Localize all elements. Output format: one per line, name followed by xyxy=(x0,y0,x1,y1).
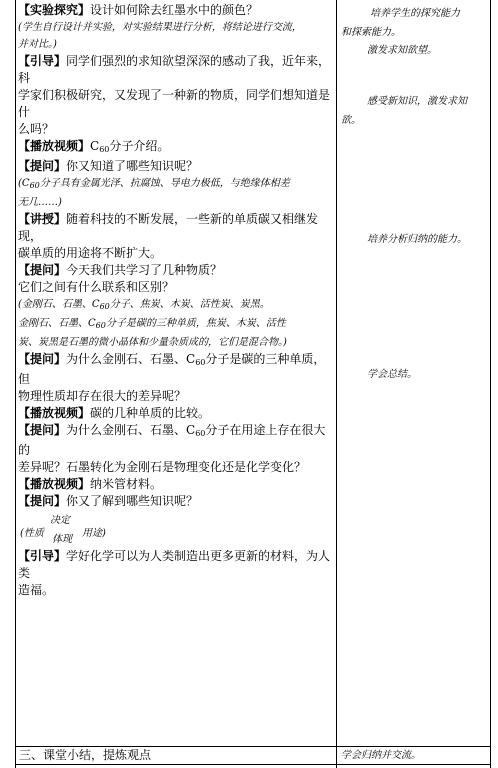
question-tag: 【提问】 xyxy=(18,352,67,366)
c60-symbol: C xyxy=(90,139,100,153)
video-text: 碳的几种单质的比较。 xyxy=(90,406,211,420)
question-tag: 【提问】 xyxy=(18,423,67,437)
question-continuation: 物理性质却存在很大的差异呢？ xyxy=(18,389,187,403)
guide-continuation-end: 么吗？ xyxy=(18,122,55,136)
question-text: 为什么金刚石、石墨、C xyxy=(66,352,196,366)
decide-label: 决定 xyxy=(50,515,70,526)
substances-note-2 xyxy=(18,315,336,334)
video-text: 纳米管材料。 xyxy=(90,477,163,491)
question-continuation: 差异呢？石墨转化为金刚石是物理变化还是化学变化？ xyxy=(18,460,307,474)
lecture-text: 随着科技的不断发展，一些新的单质碳又相继发现， xyxy=(18,212,319,243)
question-line-3 xyxy=(18,351,336,388)
c60-subscript: 60 xyxy=(99,145,110,154)
column-divider xyxy=(336,0,337,768)
c60-subscript: 60 xyxy=(195,429,206,438)
guide-text: 学好化学可以为人类制造出更多更新的材料，为人类 xyxy=(18,549,331,580)
goal-new-knowledge: 感受新知识，激发求知 xyxy=(367,96,467,107)
video-tag: 【播放视频】 xyxy=(18,139,91,153)
question-text-2: 分子是碳的三种单质，但 xyxy=(18,352,326,386)
right-border xyxy=(490,0,491,768)
c60-properties-note-end: 无几……) xyxy=(18,197,62,208)
lecture-continuation: 碳单质的用途将不断扩大。 xyxy=(18,246,163,260)
property-label: (性质 xyxy=(20,528,44,539)
question-tag: 【提问】 xyxy=(18,159,67,173)
note-text: 分子具有金属光泽、抗腐蚀、导电力极低，与绝缘体相差 xyxy=(39,178,290,189)
question-tag: 【提问】 xyxy=(18,494,67,508)
note-open: (C xyxy=(18,178,30,189)
c60-subscript: 60 xyxy=(99,302,110,311)
goal-explore-ability: 培养学生的探究能力 xyxy=(370,8,460,19)
video-tag: 【播放视频】 xyxy=(18,477,91,491)
video-line-nanotube xyxy=(18,476,336,493)
video-tag: 【播放视频】 xyxy=(18,406,91,420)
guide-text: 同学们强烈的求知欲望深深的感动了我，近年来，科 xyxy=(18,54,331,85)
c60-subscript: 60 xyxy=(195,358,206,367)
question-line-2 xyxy=(18,262,336,279)
substances-note-end: 炭、炭黑是石墨的微小晶体和少量杂质成的，它们是混合物。) xyxy=(18,337,287,348)
section-summary-heading: 三、课堂小结，提炼观点 xyxy=(19,748,152,762)
experiment-line xyxy=(18,2,336,19)
lecture-line xyxy=(18,211,336,245)
goal-new-knowledge-end: 欲。 xyxy=(341,115,361,126)
guide-tag: 【引导】 xyxy=(18,54,67,68)
left-border xyxy=(15,0,16,768)
guide-line xyxy=(18,53,336,87)
experiment-text: 设计如何除去红墨水中的颜色？ xyxy=(90,3,259,17)
c60-properties-note xyxy=(18,175,336,194)
question-text: 今天我们共学习了几种物质？ xyxy=(66,263,223,277)
goal-summary-exchange: 学会归纳并交流。 xyxy=(341,750,421,761)
goal-analysis: 培养分析归纳的能力。 xyxy=(367,234,467,245)
experiment-tag: 【实验探究】 xyxy=(18,3,91,17)
question-text: 你又了解到哪些知识呢？ xyxy=(66,494,199,508)
note-text-a: (金刚石、石墨、C xyxy=(18,299,100,310)
student-note-line: (学生自行设计并实验，对实验结果进行分析，将结论进行交流， xyxy=(18,22,302,33)
substances-note xyxy=(18,296,336,315)
goal-curiosity: 激发求知欲望。 xyxy=(367,45,437,56)
question-text: 你又知道了哪些知识呢？ xyxy=(66,159,199,173)
video-line-comparison xyxy=(18,405,336,422)
note-text-a: 金刚石、石墨、C xyxy=(18,318,96,329)
c60-subscript: 60 xyxy=(29,181,40,190)
question-line-1 xyxy=(18,158,336,175)
note-text-b: 分子、焦炭、木炭、活性炭、炭黑。 xyxy=(109,299,270,310)
question-tag: 【提问】 xyxy=(18,263,67,277)
question-line-4 xyxy=(18,422,336,459)
lecture-tag: 【讲授】 xyxy=(18,212,67,226)
goal-summary: 学会总结。 xyxy=(367,369,417,380)
closing-guide-line xyxy=(18,548,336,582)
question-text-2: 分子在用途上存在很大的 xyxy=(18,423,326,457)
guide-continuation: 造福。 xyxy=(18,583,55,597)
guide-tag: 【引导】 xyxy=(18,549,67,563)
use-label: 用途) xyxy=(82,528,106,539)
video-line-c60 xyxy=(18,138,336,158)
c60-subscript: 60 xyxy=(95,321,106,330)
goal-explore-ability-end: 和探索能力。 xyxy=(341,27,401,38)
question-line-5 xyxy=(18,493,336,510)
property-use-relation xyxy=(18,510,336,548)
question-text: 为什么金刚石、石墨、C xyxy=(66,423,196,437)
question-continuation: 它们之间有什么联系和区别？ xyxy=(18,280,175,294)
guide-continuation: 学家们积极研究，又发现了一种新的物质，同学们想知道是什 xyxy=(18,88,331,119)
note-text-b: 分子是碳的三种单质，焦炭、木炭、活性 xyxy=(105,318,286,329)
student-note-line-end: 并对比。) xyxy=(18,39,57,50)
video-text: 分子介绍。 xyxy=(109,139,170,153)
embody-label: 体现 xyxy=(52,534,72,545)
teaching-process-column xyxy=(18,2,336,599)
